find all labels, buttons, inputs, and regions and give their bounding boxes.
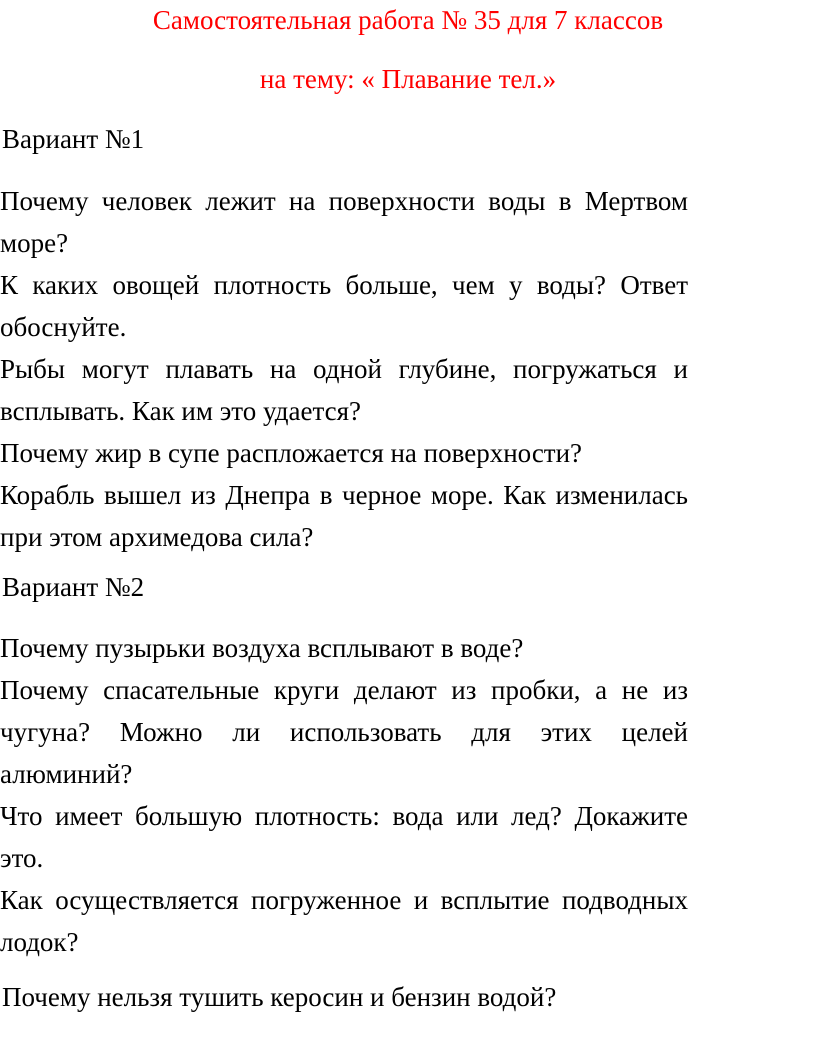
list-item [0, 879, 688, 963]
page-title-line-2: на тему: « Плавание тел.» [259, 64, 557, 94]
variant-1-question-list [0, 180, 688, 558]
variant-2-heading: Вариант №2 [2, 572, 145, 602]
list-item-text: К каких овощей плотность больше, чем у воды? Ответ обоснуйте. [0, 270, 688, 342]
list-item-text: Почему человек лежит на поверхности воды в Мертвом море? [0, 186, 688, 258]
list-item-text: Рыбы могут плавать на одной глубине, погружаться и всплывать. Как им это удается? [0, 354, 688, 426]
list-item [0, 669, 688, 795]
list-item [0, 180, 688, 264]
list-item-text: Что имеет большую плотность: вода или лед? Докажите это. [0, 801, 688, 873]
list-item-text: Почему пузырьки воздуха всплывают в воде? [0, 633, 524, 663]
list-item [0, 627, 688, 669]
variant-1-heading: Вариант №1 [2, 124, 145, 154]
list-item [0, 348, 688, 432]
variant-2-question-list [0, 627, 688, 963]
list-item-text: Почему жир в супе распложается на поверхности? [0, 438, 583, 468]
list-item [0, 474, 688, 558]
list-item-text: Почему спасательные круги делают из пробки, а не из чугуна? Можно ли использовать для этих целей алюминий? [0, 675, 688, 789]
list-item [0, 432, 688, 474]
page-title-line-1: Самостоятельная работа № 35 для 7 классов [152, 5, 664, 35]
list-item [0, 795, 688, 879]
list-item-text: Корабль вышел из Днепра в черное море. Как изменилась при этом архимедова сила? [0, 480, 688, 552]
final-question: Почему нельзя тушить керосин и бензин водой? [2, 982, 557, 1012]
list-item [0, 264, 688, 348]
list-item-text: Как осуществляется погруженное и всплытие подводных лодок? [0, 885, 688, 957]
